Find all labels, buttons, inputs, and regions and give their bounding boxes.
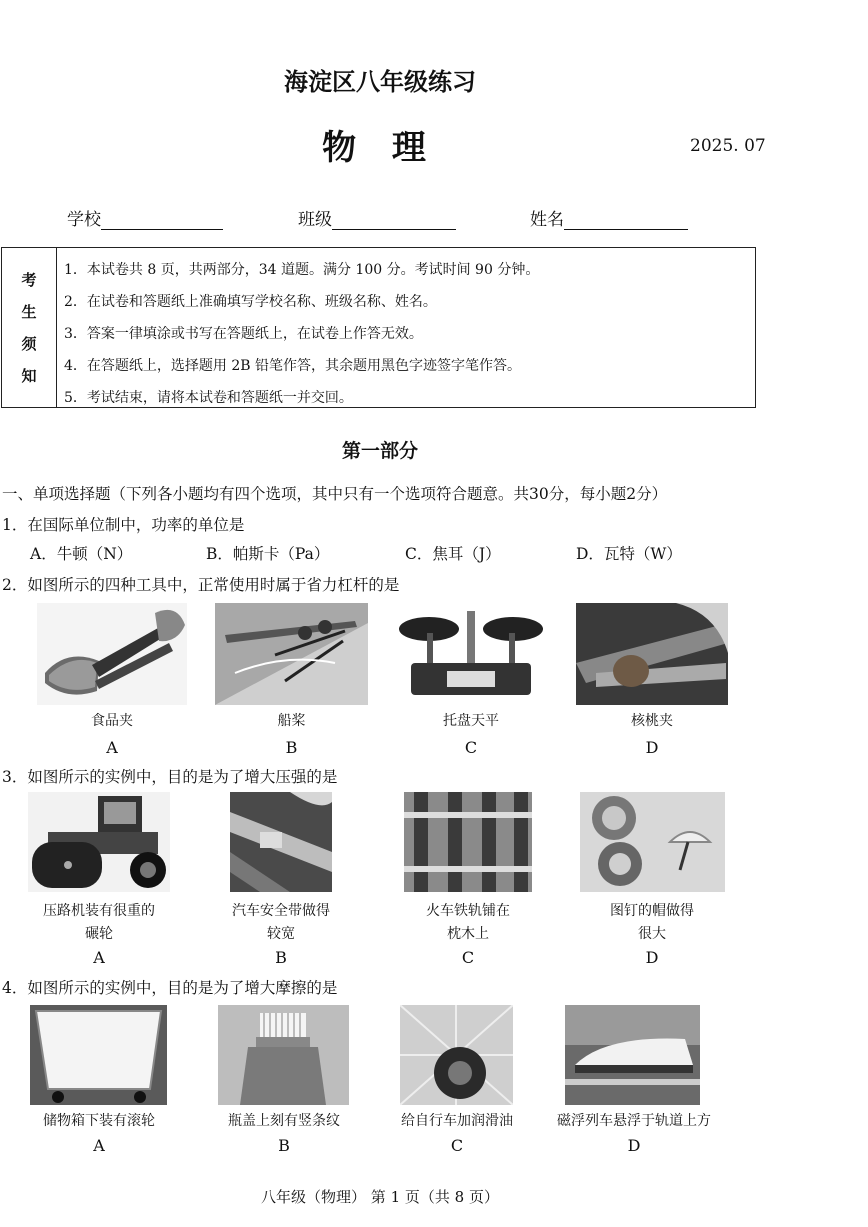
oar-image bbox=[215, 603, 368, 705]
question-2-stem: 2．如图所示的四种工具中，正常使用时属于省力杠杆的是 bbox=[2, 576, 400, 594]
q3-caption-d-line1: 图钉的帽做得 bbox=[610, 903, 694, 919]
name-label: 姓名 bbox=[530, 210, 564, 230]
q3-option-a[interactable]: A bbox=[93, 948, 105, 967]
question-1-stem: 1．在国际单位制中，功率的单位是 bbox=[2, 516, 245, 534]
notice-list bbox=[64, 254, 539, 414]
section-one-title: 一、单项选择题（下列各小题均有四个选项，其中只有一个选项符合题意。共30分，每小题2分） bbox=[2, 485, 668, 503]
q1-option-d[interactable]: D．瓦特（W） bbox=[576, 545, 682, 563]
q2-caption-a: 食品夹 bbox=[91, 713, 133, 729]
notice-side-char: 知 bbox=[21, 366, 37, 385]
q2-caption-d: 核桃夹 bbox=[631, 713, 673, 729]
notice-side-char: 考 bbox=[21, 270, 37, 289]
question-4-stem: 4．如图所示的实例中，目的是为了增大摩擦的是 bbox=[2, 979, 338, 997]
nutcracker-image bbox=[576, 603, 728, 705]
candidate-notice-box bbox=[1, 247, 756, 408]
food-tongs-image bbox=[37, 603, 187, 705]
exam-date: 2025. 07 bbox=[690, 136, 766, 156]
page-footer: 八年级（物理） 第 1 页（共 8 页） bbox=[261, 1188, 499, 1206]
q3-option-c[interactable]: C bbox=[461, 948, 475, 967]
q2-option-d[interactable]: D bbox=[645, 738, 659, 757]
bottle-cap-image bbox=[218, 1005, 349, 1105]
school-label: 学校 bbox=[67, 210, 101, 230]
q4-caption-d: 磁浮列车悬浮于轨道上方 bbox=[557, 1113, 711, 1129]
q4-caption-c: 给自行车加润滑油 bbox=[401, 1113, 513, 1129]
q3-caption-a bbox=[14, 900, 184, 946]
q4-caption-a: 储物箱下装有滚轮 bbox=[43, 1113, 155, 1129]
q2-option-b[interactable]: B bbox=[285, 738, 298, 757]
q1-option-b[interactable]: B．帕斯卡（Pa） bbox=[206, 545, 330, 563]
subject-title: 物 理 bbox=[322, 128, 438, 168]
class-label: 班级 bbox=[298, 210, 332, 230]
name-blank[interactable] bbox=[564, 211, 688, 230]
q3-caption-c-line1: 火车铁轨铺在 bbox=[426, 903, 510, 919]
school-blank[interactable] bbox=[101, 211, 223, 230]
maglev-train-image bbox=[565, 1005, 700, 1105]
q4-option-c[interactable]: C bbox=[450, 1136, 464, 1155]
seatbelt-image bbox=[230, 792, 332, 892]
railway-sleepers-image bbox=[404, 792, 532, 892]
q1-option-a[interactable]: A．牛顿（N） bbox=[30, 545, 133, 563]
balance-scale-image bbox=[397, 603, 545, 705]
q1-option-c[interactable]: C．焦耳（J） bbox=[405, 545, 501, 563]
notice-side-char: 生 bbox=[21, 302, 37, 321]
q4-caption-b: 瓶盖上刻有竖条纹 bbox=[228, 1113, 340, 1129]
notice-item: 5．考试结束，请将本试卷和答题纸一并交回。 bbox=[64, 390, 353, 406]
notice-item: 4．在答题纸上，选择题用 2B 铅笔作答，其余题用黑色字迹签字笔作答。 bbox=[64, 358, 522, 374]
q3-option-b[interactable]: B bbox=[275, 948, 287, 967]
q3-option-d[interactable]: D bbox=[645, 948, 659, 967]
q3-caption-d-line2: 很大 bbox=[638, 926, 666, 942]
thumbtack-image bbox=[580, 792, 725, 892]
notice-item: 3．答案一律填涂或书写在答题纸上，在试卷上作答无效。 bbox=[64, 326, 423, 342]
q2-caption-b: 船桨 bbox=[277, 713, 306, 729]
q3-caption-a-line2: 碾轮 bbox=[85, 926, 113, 942]
q3-caption-b-line2: 较宽 bbox=[267, 926, 295, 942]
q2-caption-c: 托盘天平 bbox=[443, 713, 499, 729]
notice-item: 1．本试卷共 8 页，共两部分，34 道题。满分 100 分。考试时间 90 分钟。 bbox=[64, 262, 540, 278]
name-field[interactable] bbox=[530, 205, 688, 230]
q2-option-a[interactable]: A bbox=[106, 738, 118, 757]
q2-option-c[interactable]: C bbox=[464, 738, 478, 757]
q3-caption-b-line1: 汽车安全带做得 bbox=[232, 903, 330, 919]
question-3-stem: 3．如图所示的实例中，目的是为了增大压强的是 bbox=[2, 768, 338, 786]
bicycle-chain-image bbox=[400, 1005, 513, 1105]
q4-option-b[interactable]: B bbox=[278, 1136, 290, 1155]
class-field[interactable] bbox=[298, 205, 456, 230]
q3-caption-c-line2: 枕木上 bbox=[447, 926, 489, 942]
exam-region-title: 海淀区八年级练习 bbox=[284, 67, 476, 96]
school-field[interactable] bbox=[67, 205, 223, 230]
q4-option-d[interactable]: D bbox=[627, 1136, 641, 1155]
notice-item: 2．在试卷和答题纸上准确填写学校名称、班级名称、姓名。 bbox=[64, 294, 437, 310]
q4-option-a[interactable]: A bbox=[93, 1136, 105, 1155]
q3-caption-c bbox=[383, 900, 553, 946]
notice-side-char: 须 bbox=[21, 334, 37, 353]
storage-box-image bbox=[30, 1005, 167, 1105]
road-roller-image bbox=[28, 792, 170, 892]
q3-caption-d bbox=[567, 900, 737, 946]
notice-side-label bbox=[2, 248, 57, 407]
q3-caption-b bbox=[196, 900, 366, 946]
part-one-title: 第一部分 bbox=[341, 440, 418, 462]
class-blank[interactable] bbox=[332, 211, 456, 230]
q3-caption-a-line1: 压路机装有很重的 bbox=[43, 903, 155, 919]
